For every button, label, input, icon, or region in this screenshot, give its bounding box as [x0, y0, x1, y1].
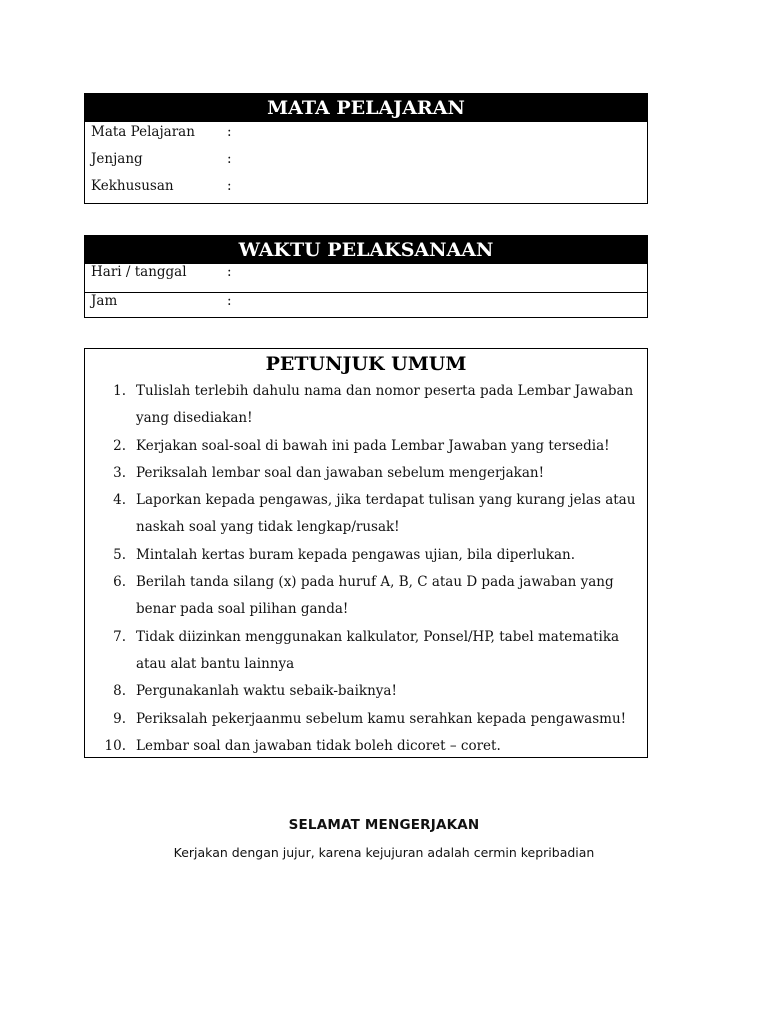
list-item-text: Laporkan kepada pengawas, jika terdapat tulisan yang kurang jelas atau naskah soal yang tidak lengkap/rusak! — [136, 492, 636, 536]
time-row-label: Jam — [91, 293, 118, 309]
date-row-separator: : — [227, 264, 232, 280]
general-instructions-box — [84, 348, 648, 758]
list-item-text: Periksalah lembar soal dan jawaban sebelum mengerjakan! — [136, 464, 544, 481]
time-row — [85, 293, 647, 321]
schedule-box — [84, 235, 648, 318]
instructions-list — [85, 378, 647, 764]
list-item-text: Mintalah kertas buram kepada pengawas ujian, bila diperlukan. — [136, 546, 576, 563]
subject-box-title: MATA PELAJARAN — [85, 94, 647, 122]
list-item-number: 2. — [113, 437, 126, 454]
list-item-text: Periksalah pekerjaanmu sebelum kamu serahkan kepada pengawasmu! — [136, 710, 627, 727]
list-item-text: Lembar soal dan jawaban tidak boleh dicoret – coret. — [136, 737, 501, 754]
list-item-text: Tulislah terlebih dahulu nama dan nomor peserta pada Lembar Jawaban yang disediakan! — [136, 383, 634, 427]
specialization-row-label: Kekhususan — [91, 178, 174, 194]
level-row — [85, 151, 647, 178]
level-row-separator: : — [227, 151, 232, 167]
list-item-number: 4. — [113, 492, 126, 509]
list-item-number: 6. — [113, 574, 126, 591]
list-item — [85, 378, 647, 433]
specialization-row — [85, 178, 647, 205]
list-item-text: Pergunakanlah waktu sebaik-baiknya! — [136, 683, 397, 700]
list-item — [85, 706, 647, 733]
subject-row — [85, 124, 647, 151]
list-item — [85, 678, 647, 705]
list-item — [85, 733, 647, 760]
list-item — [85, 624, 647, 679]
list-item — [85, 460, 647, 487]
list-item-number: 7. — [113, 628, 126, 645]
subject-row-label: Mata Pelajaran — [91, 124, 195, 140]
list-item — [85, 569, 647, 624]
list-item-number: 10. — [104, 737, 126, 754]
subject-row-separator: : — [227, 124, 232, 140]
closing-subtitle: Kerjakan dengan jujur, karena kejujuran adalah cermin kepribadian — [173, 845, 595, 860]
list-item-text: Kerjakan soal-soal di bawah ini pada Lembar Jawaban yang tersedia! — [136, 437, 610, 454]
list-item-number: 5. — [113, 546, 126, 563]
list-item-number: 8. — [113, 683, 126, 700]
closing-title: SELAMAT MENGERJAKAN — [288, 817, 480, 833]
list-item-number: 3. — [113, 464, 126, 481]
list-item — [85, 433, 647, 460]
level-row-label: Jenjang — [91, 151, 143, 167]
list-item-number: 1. — [113, 383, 126, 399]
list-item — [85, 542, 647, 569]
date-row — [85, 264, 647, 293]
list-item-text: Berilah tanda silang (x) pada huruf A, B, C atau D pada jawaban yang benar pada soal pilihan ganda! — [136, 574, 614, 618]
time-row-separator: : — [227, 293, 232, 309]
list-item-text: Tidak diizinkan menggunakan kalkulator, Ponsel/HP, tabel matematika atau alat bantu lainnya — [136, 628, 620, 672]
date-row-label: Hari / tanggal — [91, 264, 187, 280]
specialization-row-separator: : — [227, 178, 232, 194]
instructions-box-title: PETUNJUK UMUM — [265, 353, 467, 375]
list-item — [85, 487, 647, 542]
list-item-number: 9. — [113, 710, 126, 727]
subject-info-box — [84, 93, 648, 204]
schedule-box-title: WAKTU PELAKSANAAN — [85, 236, 647, 264]
